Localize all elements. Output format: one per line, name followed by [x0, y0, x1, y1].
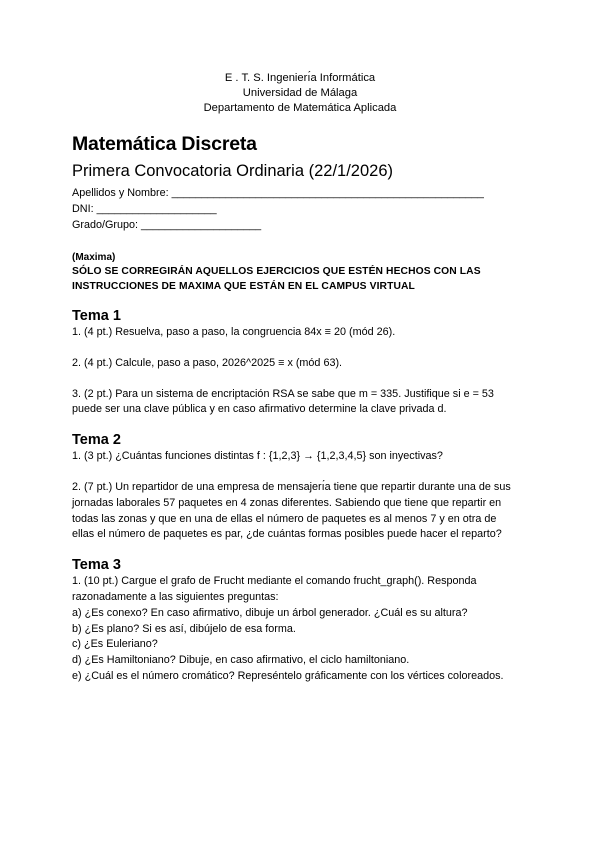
tema-3-title: Tema 3: [72, 557, 121, 574]
exam-content: [72, 132, 532, 685]
tema-2-title: Tema 2: [72, 432, 121, 449]
tema-3-question-e: e) ¿Cuál es el número cromático? Represéntelo gráficamente con los vértices coloreados.: [72, 669, 504, 682]
tema-3-question-a: a) ¿Es conexo? En caso afirmativo, dibuje un árbol generador. ¿Cuál es su altura?: [72, 606, 468, 619]
warning-line-1: SÓLO SE CORREGIRÁN AQUELLOS EJERCICIOS QUE ESTÉN HECHOS CON LAS: [72, 266, 481, 277]
tema-3-question-b: b) ¿Es plano? Si es así, dibújelo de esa forma.: [72, 622, 296, 635]
name-field: Apellidos y Nombre: ____________________________________________________: [72, 187, 484, 199]
tema-2-problem-2-line-4: ellas el número de paquetes es par, ¿de cuántas formas posibles puede hacer el reparto?: [72, 528, 502, 541]
tema-2-problem-2-line-1: 2. (7 pt.) Un repartidor de una empresa de mensajerı́a tiene que repartir durante una de sus: [72, 480, 511, 493]
school-name: E . T. S. Ingenierı́a Informática: [224, 72, 376, 84]
exam-title: Matemática Discreta: [72, 133, 257, 155]
tema-1-title: Tema 1: [72, 308, 121, 324]
tema-3-question-d: d) ¿Es Hamiltoniano? Dibuje, en caso afirmativo, el ciclo hamiltoniano.: [72, 654, 410, 667]
tema-1-problem-2: 2. (4 pt.) Calcule, paso a paso, 2026^2025 ≡ x (mód 63).: [72, 356, 343, 369]
tema-2-problem-2-line-3: todas las zonas y que en una de ellas el número de paquetes es al menos 7 y en otra de: [72, 512, 497, 525]
warning-line-2: INSTRUCCIONES DE MAXIMA QUE ESTÁN EN EL CAMPUS VIRTUAL: [72, 281, 415, 292]
university-name: Universidad de Málaga: [242, 87, 358, 99]
exam-subtitle: Primera Convocatoria Ordinaria (22/1/2026): [72, 162, 393, 180]
tema-2-problem-2-line-2: jornadas laborales 57 paquetes en 4 zonas diferentes. Sabiendo que tiene que repartir en: [72, 496, 502, 509]
maxima-notice: [72, 251, 532, 294]
department-name: Departamento de Matemática Aplicada: [203, 102, 397, 114]
tema-1-problem-3-line-1: 3. (2 pt.) Para un sistema de encriptación RSA se sabe que m = 335. Justifique si e = 53: [72, 387, 494, 400]
group-field: Grado/Grupo: ____________________: [72, 219, 262, 231]
tema-3-problem-1-line-1: 1. (10 pt.) Cargue el grafo de Frucht mediante el comando frucht_graph(). Responda: [72, 575, 477, 588]
tema-2-problem-1: 1. (3 pt.) ¿Cuántas funciones distintas f : {1,2,3} → {1,2,3,4,5} son inyectivas?: [72, 450, 443, 463]
tema-3-problem-1-line-2: razonadamente a las siguientes preguntas:: [72, 590, 279, 603]
tema-3-question-c: c) ¿Es Euleriano?: [72, 638, 158, 651]
dni-field: DNI: ____________________: [72, 203, 217, 215]
tema-1-problem-3-line-2: puede ser una clave pública y en caso afirmativo determine la clave privada d.: [72, 403, 447, 416]
institution-header: [0, 71, 600, 116]
maxima-tag: (Maxima): [72, 252, 116, 263]
tema-1-problem-1: 1. (4 pt.) Resuelva, paso a paso, la congruencia 84x ≡ 20 (mód 26).: [72, 326, 396, 338]
